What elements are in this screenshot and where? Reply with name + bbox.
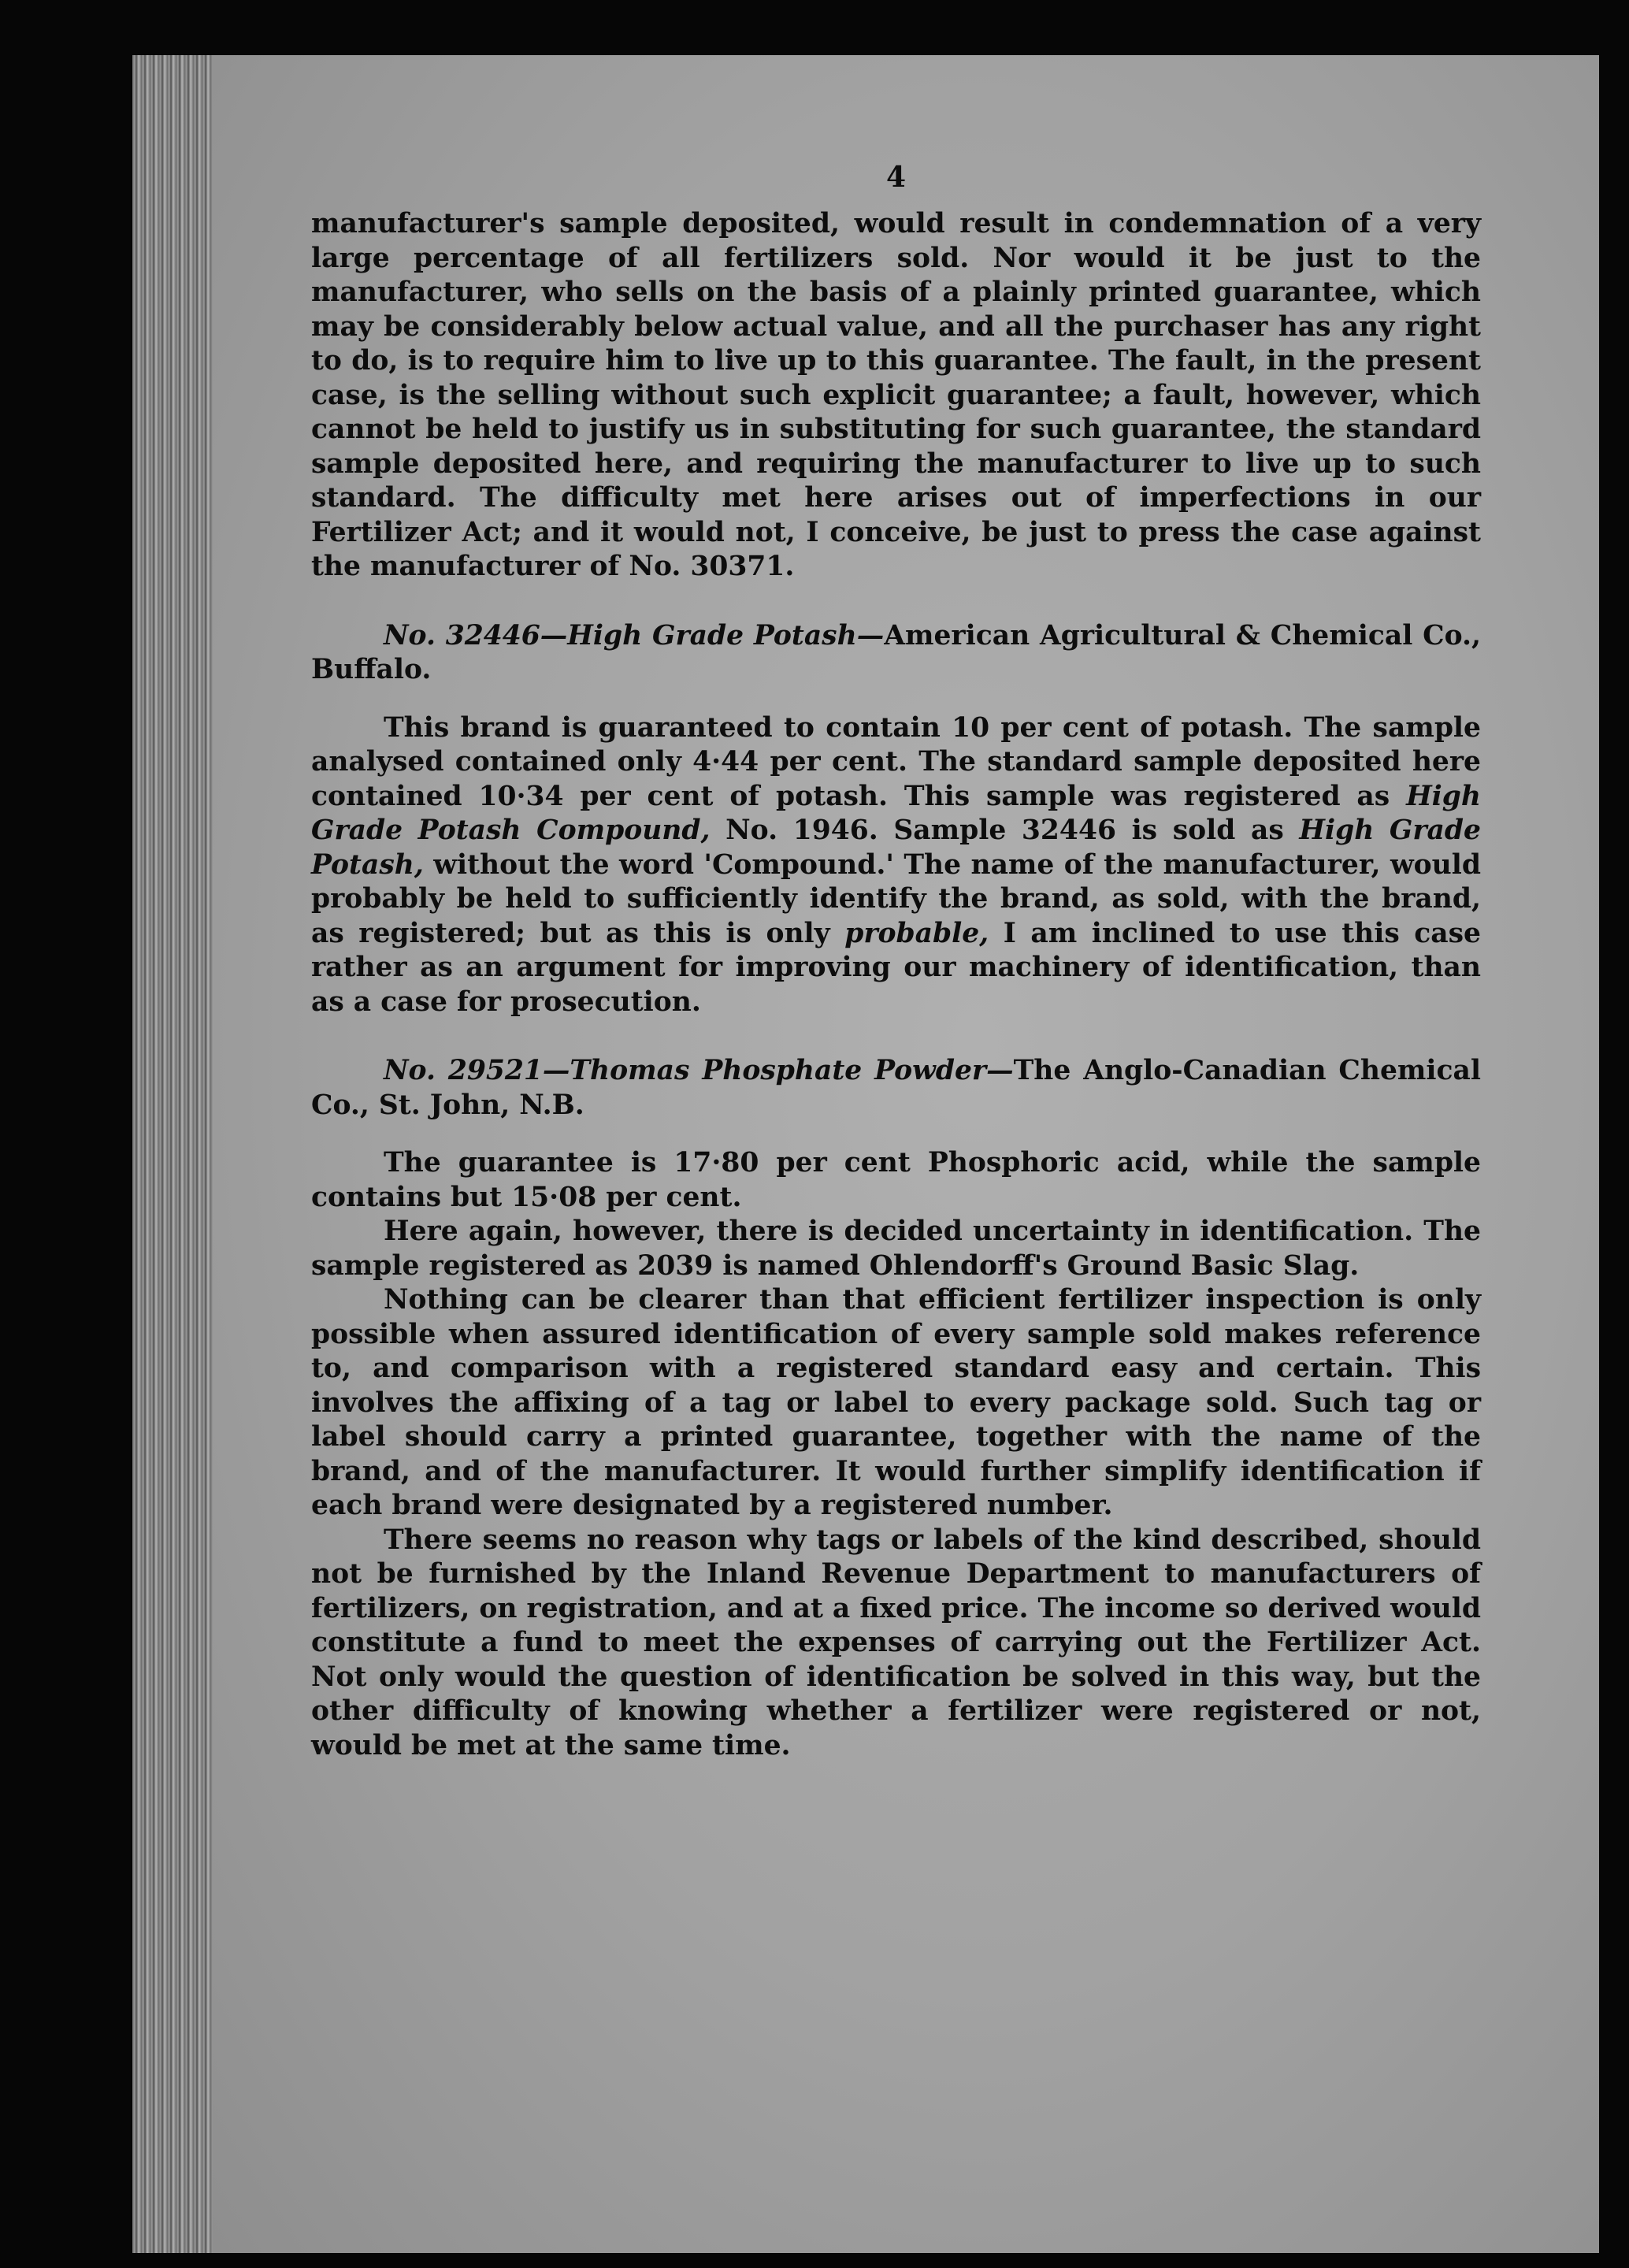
book-page-edges: [132, 55, 219, 2253]
case-heading-29521-title: No. 29521—Thomas Phosphate Powder—: [384, 1055, 1014, 1086]
paragraph-32446-part-c: without the word 'Compound.' The name of the manufacturer, would probably be held to sufficiently identify the brand, as sold, with the brand, as registered; but as this is only: [311, 848, 1481, 949]
paragraph-32446-part-a: This brand is guaranteed to contain 10 per cent of potash. The sample analysed contained only 4·44 per cent. The standard sample deposited here contained 10·34 per cent of potash. This sample was registered as: [311, 711, 1481, 812]
page-body: [311, 161, 1481, 1763]
case-heading-32446-manufacturer: American Agricultural & Chemical Co., Buffalo.: [311, 619, 1482, 685]
paragraph-32446-emphasis-1: High Grade Potash Compound,: [311, 780, 1481, 846]
paragraph-continuation: manufacturer's sample deposited, would result in condemnation of a very large percentage of all fertilizers sold. Nor would it be just to the manufacturer, who sells on the basis of a plainly printed guarantee, which may be considerably below actual value, and all the purchaser has any right to do, is to require him to live up to this guarantee. The fault, in the present case, is the selling without such explicit guarantee; a fault, however, which cannot be held to justify us in substituting for such guarantee, the standard sample deposited here, and requiring the manufacturer to live up to such standard. The difficulty met here arises out of imperfections in our Fertilizer Act; and it would not, I conceive, be just to press the case against the manufacturer of No. 30371.: [311, 208, 1481, 582]
case-heading-32446: [311, 619, 1481, 688]
paragraph-guarantee: The guarantee is 17·80 per cent Phosphoric acid, while the sample contains but 15·08 per cent.: [311, 1147, 1481, 1213]
paragraph-32446-part-b: No. 1946. Sample 32446 is sold as: [710, 815, 1300, 846]
case-heading-29521-manufacturer: The Anglo-Canadian Chemical Co., St. John, N.B.: [311, 1055, 1482, 1121]
paragraph-32446-emphasis-3: probable,: [844, 917, 989, 949]
paragraph-inspection: Nothing can be clearer than that efficient fertilizer inspection is only possible when assured identification of every sample sold makes reference to, and comparison with a registered standard easy and certain. This involves the affixing of a tag or label to every package sold. Such tag or label should carry a printed guarantee, together with the name of the brand, and of the manufacturer. It would further simplify identification if each brand were designated by a registered number.: [311, 1284, 1481, 1521]
paragraph-identification: Here again, however, there is decided uncertainty in identification. The sample registered as 2039 is named Ohlendorff's Ground Basic Slag.: [311, 1216, 1481, 1282]
paragraph-32446-part-d: I am inclined to use this case rather as an argument for improving our machinery of identification, than as a case for prosecution.: [311, 917, 1481, 1018]
paragraph-32446: [311, 711, 1481, 1020]
paragraph-tags: There seems no reason why tags or labels of the kind described, should not be furnished by the Inland Revenue Department to manufacturers of fertilizers, on registration, and at a fixed price. The income so derived would constitute a fund to meet the expenses of carrying out the Fertilizer Act. Not only would the question of identification be solved in this way, but the other difficulty of knowing whether a fertilizer were registered or not, would be met at the same time.: [311, 1524, 1481, 1761]
case-heading-32446-title: No. 32446—High Grade Potash—: [384, 619, 885, 651]
case-heading-29521: [311, 1054, 1481, 1123]
paragraph-32446-emphasis-2: High Grade Potash,: [311, 815, 1481, 881]
page-number: 4: [885, 161, 907, 194]
